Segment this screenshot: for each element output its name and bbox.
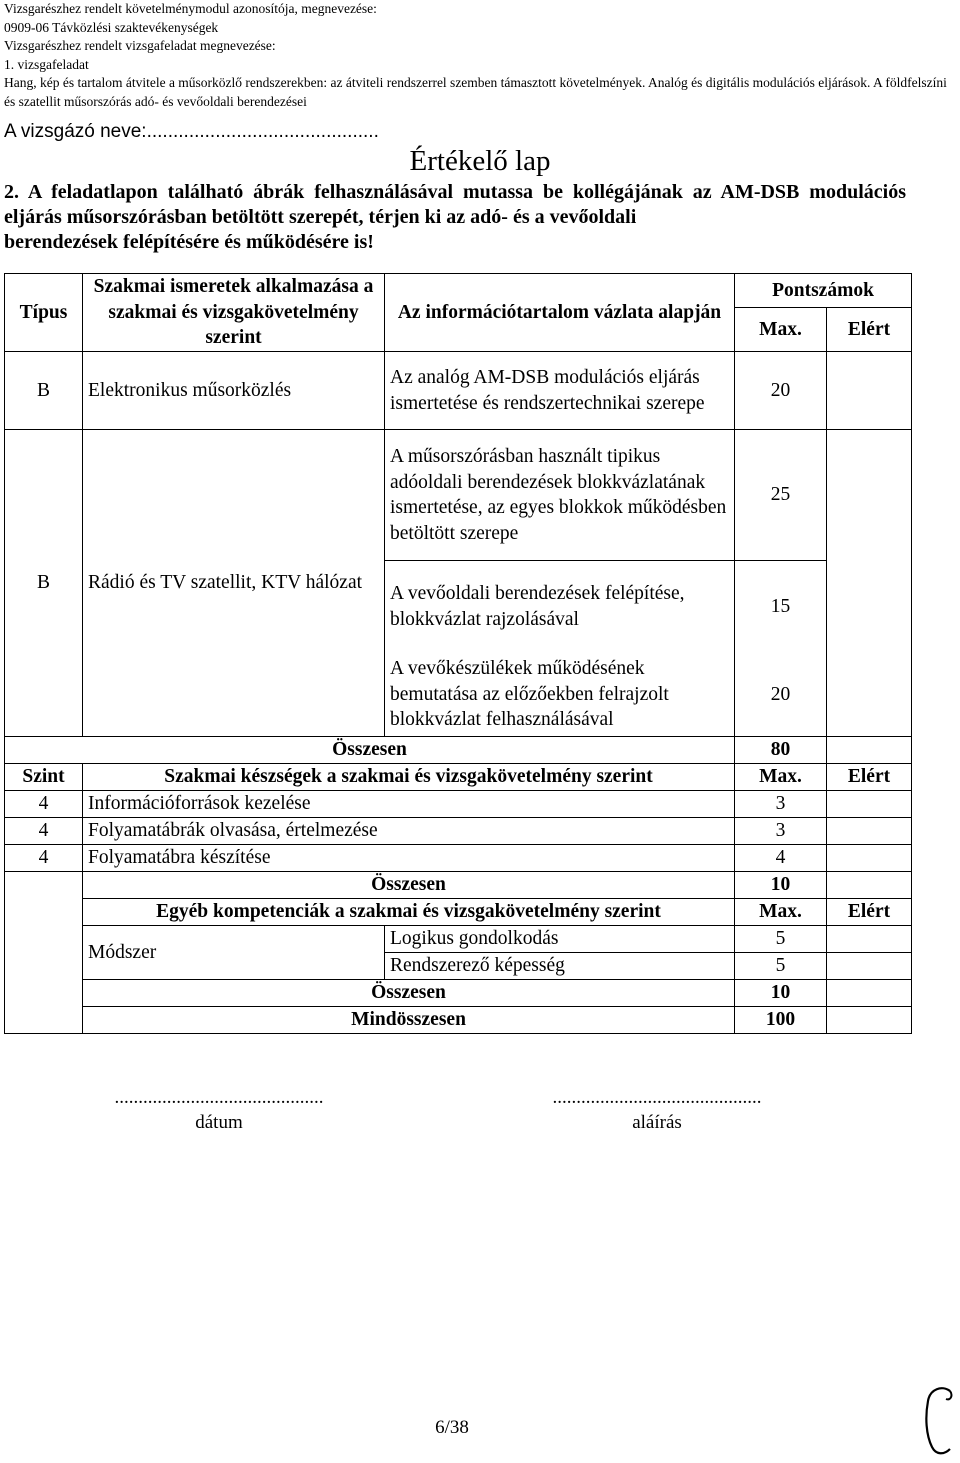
row-info: A vevőoldali berendezések felépítése, blokkvázlat rajzolásával xyxy=(385,561,735,653)
grand-total-row xyxy=(5,1007,912,1034)
total-achieved-cell xyxy=(827,872,912,899)
col-points-header: Pontszámok xyxy=(735,274,912,308)
grand-total-achieved-cell xyxy=(827,1007,912,1034)
other-achieved-cell xyxy=(827,926,912,953)
handwritten-mark-icon xyxy=(920,1383,956,1459)
other-header-row xyxy=(5,899,912,926)
row-knowledge: Rádió és TV szatellit, KTV hálózat xyxy=(83,430,385,737)
skill-achieved-cell xyxy=(827,818,912,845)
table-row xyxy=(5,926,912,953)
total-label: Összesen xyxy=(83,872,735,899)
row-achieved-cell xyxy=(827,352,912,430)
page-header xyxy=(4,0,954,111)
table-row xyxy=(5,352,912,430)
task-text-1: 2. A feladatlapon található ábrák felhasználásával mutassa be kollégájának az AM-DSB modulációs eljárás műsorszórásban betöltött szerepét, térjen ki az adó- és a vevőoldali xyxy=(4,181,906,228)
skill-name: Folyamatábrák olvasása, értelmezése xyxy=(83,818,735,845)
row-info: Az analóg AM-DSB modulációs eljárás ismertetése és rendszertechnikai szerepe xyxy=(385,352,735,430)
col-achieved-header: Elért xyxy=(827,308,912,352)
row-knowledge: Elektronikus műsorközlés xyxy=(83,352,385,430)
total-value: 10 xyxy=(735,872,827,899)
total-label: Összesen xyxy=(5,737,735,764)
header-module-name: 0909-06 Távközlési szaktevékenységek xyxy=(4,19,219,35)
header-task-label: Vizsgarészhez rendelt vizsgafeladat megnevezése: xyxy=(4,38,276,53)
row-max: 20 xyxy=(735,653,827,737)
table-row xyxy=(5,791,912,818)
other-max: 5 xyxy=(735,953,827,980)
total-row xyxy=(5,980,912,1007)
examinee-name-field: A vizsgázó neve:............................................ xyxy=(4,121,379,142)
total-label: Összesen xyxy=(83,980,735,1007)
row-max: 20 xyxy=(735,352,827,430)
skill-level: 4 xyxy=(5,791,83,818)
header-task-name: 1. vizsgafeladat xyxy=(4,56,89,72)
row-achieved-cell xyxy=(827,430,912,737)
row-info: A műsorszórásban használt tipikus adóoldali berendezések blokkvázlatának ismertetése, az egyes blokkok működésben betöltött szerepe xyxy=(385,430,735,561)
task-text-2: berendezések felépítésére és működésére is! xyxy=(4,231,374,253)
skill-max: 4 xyxy=(735,845,827,872)
signature-block xyxy=(522,1085,792,1135)
col-knowledge-header: Szakmai ismeretek alkalmazása a szakmai és vizsgakövetelmény szerint xyxy=(83,274,385,352)
row-type: B xyxy=(5,352,83,430)
skill-max: 3 xyxy=(735,818,827,845)
other-title: Egyéb kompetenciák a szakmai és vizsgakövetelmény szerint xyxy=(83,899,735,926)
other-max-header: Max. xyxy=(735,899,827,926)
total-achieved-cell xyxy=(827,737,912,764)
table-header-row xyxy=(5,274,912,308)
skills-max-header: Max. xyxy=(735,764,827,791)
row-info: A vevőkészülékek működésének bemutatása az előzőekben felrajzolt blokkvázlat felhasználásával xyxy=(385,653,735,737)
other-max: 5 xyxy=(735,926,827,953)
table-row xyxy=(5,845,912,872)
skills-header-row xyxy=(5,764,912,791)
table-row xyxy=(5,818,912,845)
col-max-header: Max. xyxy=(735,308,827,352)
skills-title: Szakmai készségek a szakmai és vizsgakövetelmény szerint xyxy=(83,764,735,791)
date-line: ............................................ xyxy=(114,1087,324,1108)
other-achieved-cell xyxy=(827,953,912,980)
empty-level-cell xyxy=(5,872,83,1034)
row-type: B xyxy=(5,430,83,737)
skill-max: 3 xyxy=(735,791,827,818)
skills-achieved-header: Elért xyxy=(827,764,912,791)
date-signature-block xyxy=(84,1085,354,1135)
row-max: 25 xyxy=(735,430,827,561)
other-group: Módszer xyxy=(83,926,385,980)
col-type-header: Típus xyxy=(5,274,83,352)
other-name: Logikus gondolkodás xyxy=(385,926,735,953)
skill-level: 4 xyxy=(5,818,83,845)
total-value: 10 xyxy=(735,980,827,1007)
page-title: Értékelő lap xyxy=(409,145,551,177)
signature-line: ............................................ xyxy=(552,1087,762,1108)
task-description xyxy=(4,180,906,255)
total-achieved-cell xyxy=(827,980,912,1007)
col-info-header: Az információtartalom vázlata alapján xyxy=(385,274,735,352)
signature-label: aláírás xyxy=(632,1112,682,1133)
header-module-label: Vizsgarészhez rendelt követelménymodul azonosítója, megnevezése: xyxy=(4,1,377,16)
other-name: Rendszerező képesség xyxy=(385,953,735,980)
skill-level: 4 xyxy=(5,845,83,872)
row-max: 15 xyxy=(735,561,827,653)
table-row xyxy=(5,430,912,561)
skill-name: Információforrások kezelése xyxy=(83,791,735,818)
total-value: 80 xyxy=(735,737,827,764)
skill-name: Folyamatábra készítése xyxy=(83,845,735,872)
total-row xyxy=(5,872,912,899)
total-row xyxy=(5,737,912,764)
page-number: 6/38 xyxy=(435,1417,469,1438)
header-task-description: Hang, kép és tartalom átvitele a műsorközlő rendszerekben: az átviteli rendszerrel szemben támasztott követelmények. Analóg és digitális modulációs eljárások. A földfelszíni és szatellit műsorszórás adó- és vevőoldali berendezései xyxy=(4,75,947,109)
skill-achieved-cell xyxy=(827,791,912,818)
grand-total-value: 100 xyxy=(735,1007,827,1034)
grand-total-label: Mindösszesen xyxy=(83,1007,735,1034)
other-achieved-header: Elért xyxy=(827,899,912,926)
skill-achieved-cell xyxy=(827,845,912,872)
skills-level-header: Szint xyxy=(5,764,83,791)
date-label: dátum xyxy=(195,1112,243,1133)
evaluation-table xyxy=(4,273,912,1034)
